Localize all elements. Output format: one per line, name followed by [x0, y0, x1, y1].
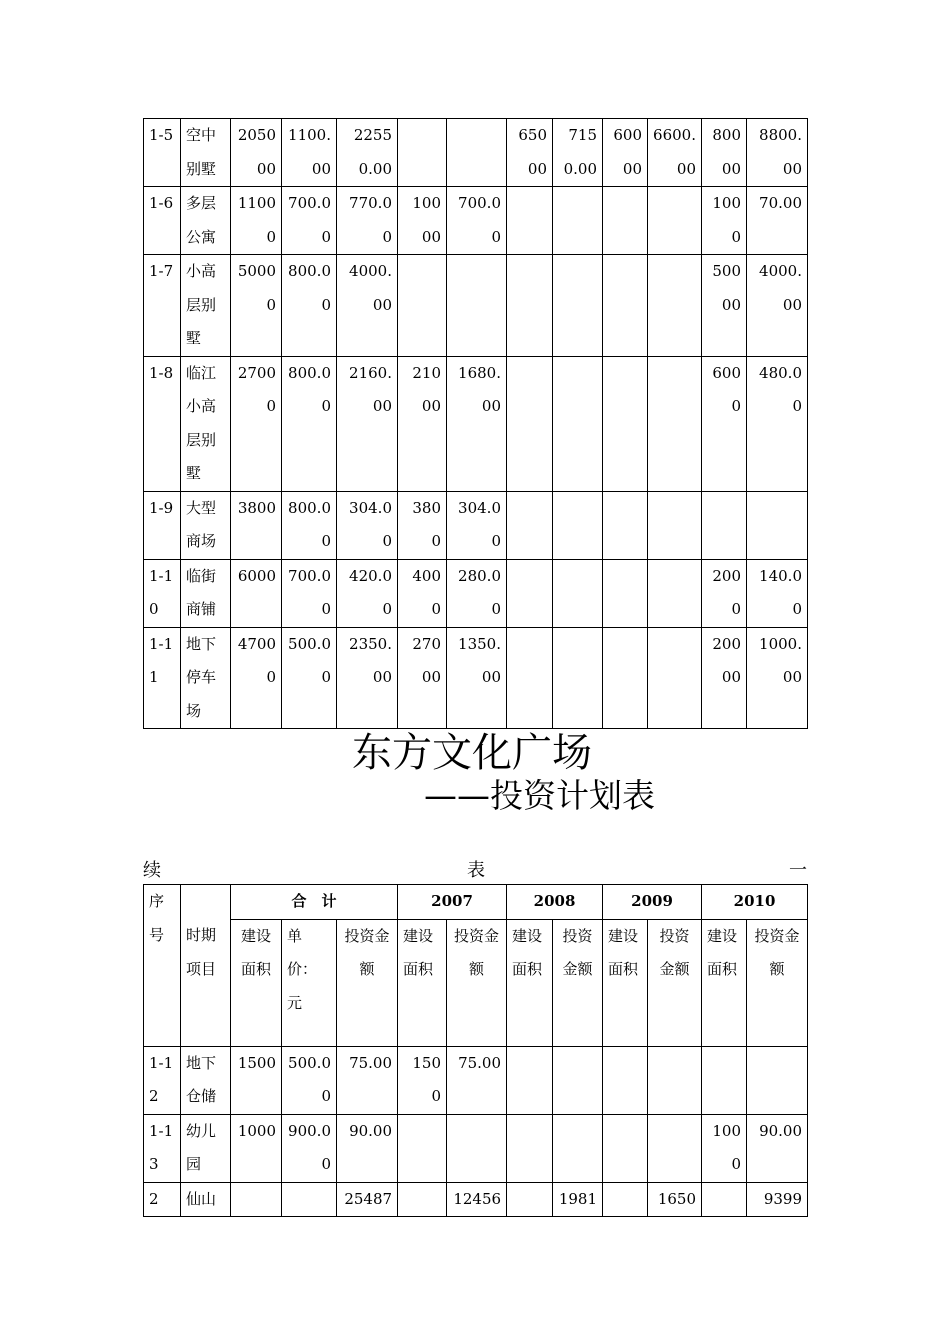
value-cell	[648, 187, 702, 255]
header-row-subheads	[144, 919, 808, 1046]
value-cell	[747, 1046, 808, 1114]
value-cell: 50000	[702, 255, 747, 357]
value-cell: 75.00	[337, 1046, 398, 1114]
row-number-cell: 1-13	[144, 1114, 181, 1182]
row-number-cell: 1-5	[144, 119, 181, 187]
project-name-cell: 地下仓储	[181, 1046, 231, 1114]
value-cell: 20000	[702, 627, 747, 729]
value-cell: 1500	[398, 1046, 447, 1114]
value-cell: 3800	[398, 491, 447, 559]
value-cell: 140.00	[747, 559, 808, 627]
project-name-cell: 仙山	[181, 1182, 231, 1217]
value-cell	[603, 491, 648, 559]
value-cell: 2350.00	[337, 627, 398, 729]
continuation-line	[143, 858, 807, 884]
value-cell	[398, 1182, 447, 1217]
value-cell: 1000	[702, 1114, 747, 1182]
value-cell	[648, 1046, 702, 1114]
value-cell: 25487	[337, 1182, 398, 1217]
value-cell: 280.00	[447, 559, 507, 627]
table-row	[144, 356, 808, 491]
value-cell: 500.00	[282, 1046, 337, 1114]
value-cell: 6000	[231, 559, 282, 627]
header-total: 合 计	[231, 885, 398, 920]
value-cell: 700.00	[282, 187, 337, 255]
row-number-cell: 1-7	[144, 255, 181, 357]
value-cell	[648, 255, 702, 357]
value-cell: 22550.00	[337, 119, 398, 187]
value-cell: 2160.00	[337, 356, 398, 491]
value-cell	[702, 491, 747, 559]
value-cell	[553, 187, 603, 255]
value-cell	[553, 559, 603, 627]
project-name-cell: 大型商场	[181, 491, 231, 559]
value-cell	[553, 627, 603, 729]
value-cell: 420.00	[337, 559, 398, 627]
value-cell	[507, 356, 553, 491]
value-cell	[231, 1182, 282, 1217]
table-row	[144, 187, 808, 255]
subhead-cell: 投资金额	[553, 919, 603, 1046]
project-name-cell: 临街商铺	[181, 559, 231, 627]
value-cell: 1981	[553, 1182, 603, 1217]
value-cell: 90.00	[747, 1114, 808, 1182]
value-cell: 1650	[648, 1182, 702, 1217]
value-cell	[447, 119, 507, 187]
header-year-2009: 2009	[603, 885, 702, 920]
lower-table-body	[144, 1046, 808, 1217]
value-cell	[507, 1182, 553, 1217]
value-cell: 60000	[603, 119, 648, 187]
value-cell: 12456	[447, 1182, 507, 1217]
row-number-cell: 1-8	[144, 356, 181, 491]
value-cell	[648, 356, 702, 491]
value-cell	[603, 187, 648, 255]
value-cell: 480.00	[747, 356, 808, 491]
investment-table-lower	[143, 884, 808, 1217]
project-name-cell: 临江小高层别墅	[181, 356, 231, 491]
row-number-cell: 1-10	[144, 559, 181, 627]
value-cell: 700.00	[447, 187, 507, 255]
value-cell	[603, 356, 648, 491]
value-cell	[507, 559, 553, 627]
value-cell	[603, 627, 648, 729]
value-cell: 1680.00	[447, 356, 507, 491]
continuation-char-2: 表	[467, 860, 485, 881]
value-cell: 3800	[231, 491, 282, 559]
value-cell	[553, 491, 603, 559]
value-cell: 4000	[398, 559, 447, 627]
value-cell	[398, 255, 447, 357]
value-cell	[747, 491, 808, 559]
lower-table-header	[144, 885, 808, 1047]
value-cell: 21000	[398, 356, 447, 491]
value-cell: 770.00	[337, 187, 398, 255]
subhead-cell: 投资金额	[447, 919, 507, 1046]
value-cell: 1100.00	[282, 119, 337, 187]
subhead-cell: 建设面积	[507, 919, 553, 1046]
value-cell	[603, 1046, 648, 1114]
value-cell: 75.00	[447, 1046, 507, 1114]
value-cell: 800.00	[282, 491, 337, 559]
value-cell: 500.00	[282, 627, 337, 729]
value-cell	[507, 491, 553, 559]
value-cell: 10000	[398, 187, 447, 255]
value-cell	[603, 1114, 648, 1182]
subhead-cell: 建设面积	[603, 919, 648, 1046]
value-cell: 800.00	[282, 356, 337, 491]
value-cell	[648, 559, 702, 627]
investment-table-upper	[143, 118, 808, 729]
value-cell: 304.00	[447, 491, 507, 559]
value-cell: 1500	[231, 1046, 282, 1114]
value-cell: 304.00	[337, 491, 398, 559]
value-cell: 1000.00	[747, 627, 808, 729]
row-number-cell: 2	[144, 1182, 181, 1217]
value-cell: 700.00	[282, 559, 337, 627]
value-cell	[603, 559, 648, 627]
value-cell	[603, 255, 648, 357]
value-cell: 900.00	[282, 1114, 337, 1182]
value-cell: 6000	[702, 356, 747, 491]
table-row	[144, 255, 808, 357]
value-cell	[398, 1114, 447, 1182]
header-year-2007: 2007	[398, 885, 507, 920]
page-subtitle: ——投资计划表	[424, 776, 655, 815]
continuation-char-3: 一	[789, 860, 807, 881]
value-cell: 4000.00	[337, 255, 398, 357]
row-number-cell: 1-11	[144, 627, 181, 729]
project-name-cell: 小高层别墅	[181, 255, 231, 357]
row-number-cell: 1-12	[144, 1046, 181, 1114]
table-row	[144, 1046, 808, 1114]
value-cell	[398, 119, 447, 187]
table-row	[144, 1114, 808, 1182]
value-cell	[648, 627, 702, 729]
header-year-2010: 2010	[702, 885, 808, 920]
value-cell: 800.00	[282, 255, 337, 357]
value-cell	[553, 255, 603, 357]
value-cell	[447, 255, 507, 357]
project-name-cell: 幼儿园	[181, 1114, 231, 1182]
table-row	[144, 119, 808, 187]
value-cell	[507, 1046, 553, 1114]
value-cell: 1000	[702, 187, 747, 255]
upper-table-body	[144, 119, 808, 729]
value-cell: 80000	[702, 119, 747, 187]
subhead-cell: 建设面积	[398, 919, 447, 1046]
value-cell	[648, 491, 702, 559]
value-cell	[553, 1046, 603, 1114]
value-cell: 9399	[747, 1182, 808, 1217]
value-cell: 27000	[398, 627, 447, 729]
subhead-cell: 投资金额	[648, 919, 702, 1046]
subhead-cell: 投资金额	[337, 919, 398, 1046]
subhead-cell: 建设面积	[231, 919, 282, 1046]
value-cell	[553, 356, 603, 491]
table-row	[144, 559, 808, 627]
value-cell	[507, 187, 553, 255]
row-number-cell: 1-9	[144, 491, 181, 559]
table-row	[144, 491, 808, 559]
table-row	[144, 627, 808, 729]
value-cell: 70.00	[747, 187, 808, 255]
project-name-cell: 多层公寓	[181, 187, 231, 255]
value-cell: 50000	[231, 255, 282, 357]
row-number-cell: 1-6	[144, 187, 181, 255]
header-period-item: 时期项目	[181, 885, 231, 1047]
value-cell	[603, 1182, 648, 1217]
value-cell	[553, 1114, 603, 1182]
header-row-years	[144, 885, 808, 920]
value-cell: 90.00	[337, 1114, 398, 1182]
value-cell	[282, 1182, 337, 1217]
value-cell: 2000	[702, 559, 747, 627]
value-cell: 11000	[231, 187, 282, 255]
project-name-cell: 空中别墅	[181, 119, 231, 187]
value-cell	[702, 1046, 747, 1114]
value-cell: 47000	[231, 627, 282, 729]
subhead-cell: 单价：元	[282, 919, 337, 1046]
value-cell: 205000	[231, 119, 282, 187]
value-cell: 4000.00	[747, 255, 808, 357]
header-serial-number: 序号	[144, 885, 181, 1047]
subhead-cell: 建设面积	[702, 919, 747, 1046]
value-cell: 65000	[507, 119, 553, 187]
value-cell: 8800.00	[747, 119, 808, 187]
value-cell	[507, 627, 553, 729]
value-cell	[648, 1114, 702, 1182]
value-cell	[702, 1182, 747, 1217]
value-cell: 1350.00	[447, 627, 507, 729]
value-cell: 7150.00	[553, 119, 603, 187]
header-year-2008: 2008	[507, 885, 603, 920]
project-name-cell: 地下停车场	[181, 627, 231, 729]
value-cell: 1000	[231, 1114, 282, 1182]
value-cell	[447, 1114, 507, 1182]
subhead-cell: 投资金额	[747, 919, 808, 1046]
continuation-char-1: 续	[143, 860, 161, 881]
value-cell	[507, 255, 553, 357]
value-cell	[507, 1114, 553, 1182]
value-cell: 27000	[231, 356, 282, 491]
page-title: 东方文化广场	[352, 730, 592, 776]
value-cell: 6600.00	[648, 119, 702, 187]
table-row	[144, 1182, 808, 1217]
